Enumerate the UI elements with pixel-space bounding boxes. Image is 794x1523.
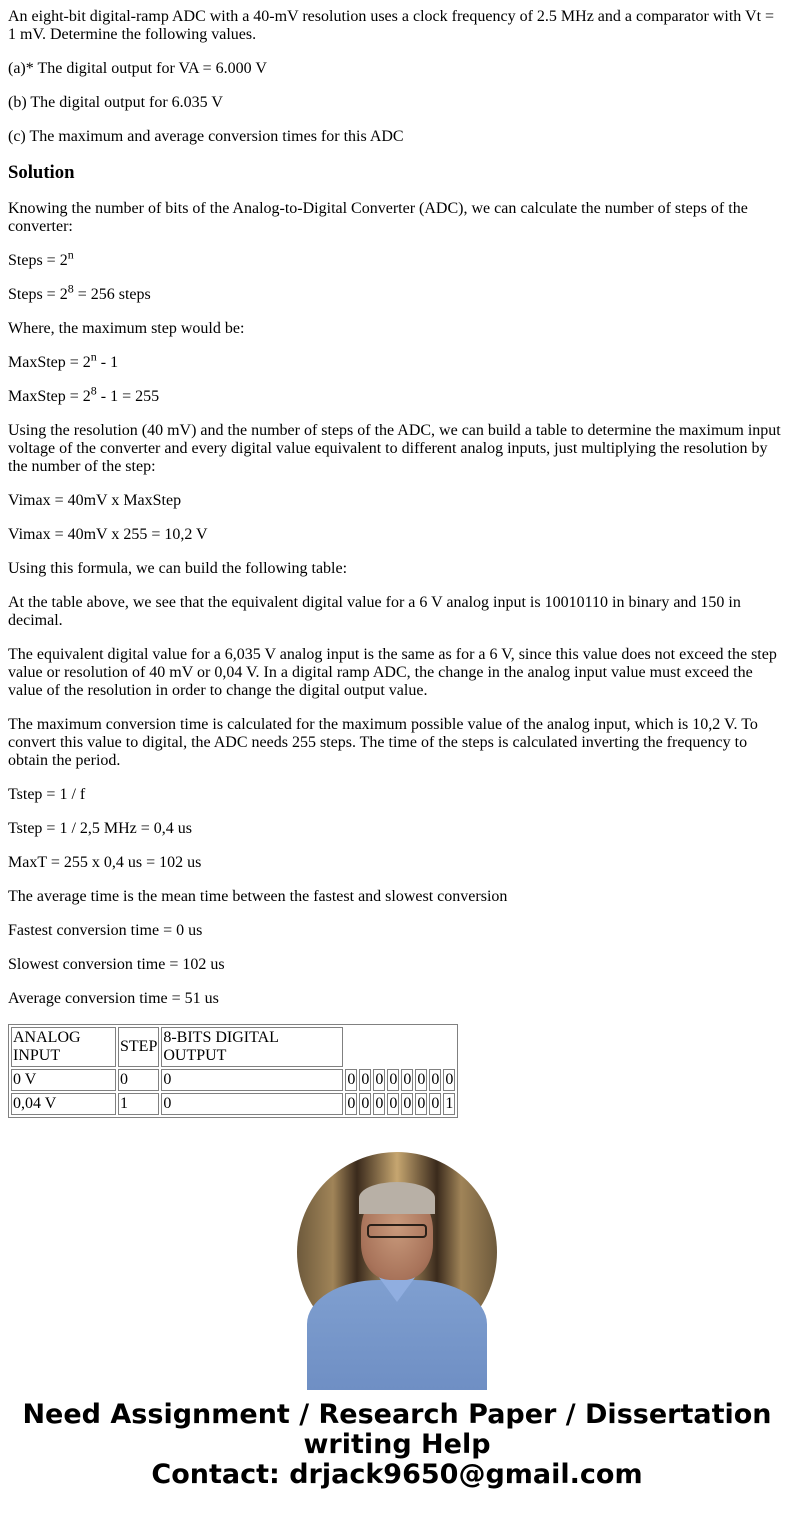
maxtime-text: The maximum conversion time is calculated for the maximum possible value of the analog input, which is 10,2 V. To convert this value to digital, the ADC needs 255 steps. The time of the steps is calculated inverting the frequency to obtain the period. <box>8 716 758 769</box>
problem-part-c: (c) The maximum and average conversion times for this ADC <box>8 128 404 145</box>
promo-line-1: Need Assignment / Research Paper / Dissertation <box>22 1399 772 1430</box>
cell-bit: 0 <box>345 1069 357 1091</box>
problem-part-b: (b) The digital output for 6.035 V <box>8 94 223 111</box>
avatar-hair <box>359 1182 435 1214</box>
promo-line-2: writing Help <box>303 1429 491 1460</box>
promo-contact[interactable]: Contact: drjack9650@gmail.com <box>151 1459 643 1490</box>
steps-formula: Steps = $2^n$ <box>8 247 74 269</box>
header-digital-output: 8-BITS DIGITAL OUTPUT <box>161 1027 343 1067</box>
document-body <box>8 8 786 1112</box>
problem-statement: An eight-bit digital-ramp ADC with a 40-mV resolution uses a clock frequency of 2.5 MHz and a comparator with Vt = 1 mV. Determine the following values. <box>8 8 775 43</box>
cell-bit: 0 <box>401 1093 413 1115</box>
cell-bit: 0 <box>415 1093 427 1115</box>
cell-output: 0 <box>161 1093 343 1115</box>
header-step: STEP <box>118 1027 159 1067</box>
cell-bit: 0 <box>415 1069 427 1091</box>
cell-bit: 0 <box>429 1069 441 1091</box>
author-avatar <box>297 1152 497 1352</box>
table-intro: Using this formula, we can build the following table: <box>8 560 348 577</box>
resolution-text: Using the resolution (40 mV) and the number of steps of the ADC, we can build a table to determine the maximum input voltage of the converter and every digital value equivalent to different analog inputs, just multiplying the resolution by the number of the step: <box>8 422 781 475</box>
cell-bit: 0 <box>401 1069 413 1091</box>
cell-bit: 0 <box>373 1069 385 1091</box>
cell-bit: 0 <box>429 1093 441 1115</box>
maxstep-formula: MaxStep = $2^n - 1$ <box>8 349 119 371</box>
cell-analog: 0 V <box>11 1069 116 1091</box>
maxstep-intro: Where, the maximum step would be: <box>8 320 245 337</box>
avatar-glasses <box>367 1224 427 1238</box>
header-analog-input: ANALOG INPUT <box>11 1027 116 1067</box>
cell-output: 0 <box>161 1069 343 1091</box>
answer-a: At the table above, we see that the equivalent digital value for a 6 V analog input is 10010110 in binary and 150 in decimal. <box>8 594 741 629</box>
table-row <box>11 1069 455 1091</box>
solution-intro: Knowing the number of bits of the Analog-to-Digital Converter (ADC), we can calculate the number of steps of the converter: <box>8 200 748 235</box>
cell-bit: 0 <box>373 1093 385 1115</box>
tstep-formula: Tstep = 1 / f <box>8 786 86 803</box>
cell-bit: 0 <box>387 1093 399 1115</box>
maxstep-calc: MaxStep = $2^8 - 1 = 255$ <box>8 383 160 405</box>
vimax-calc: Vimax = 40mV x 255 = 10,2 V <box>8 526 208 543</box>
answer-b: The equivalent digital value for a 6,035 V analog input is the same as for a 6 V, since this value does not exceed the step value or resolution of 40 mV or 0,04 V. In a digital ramp ADC, the change in the analog input value must exceed the value of the resolution in order to change the digital output value. <box>8 646 777 699</box>
conversion-table <box>8 1024 458 1118</box>
solution-heading: Solution <box>8 162 75 183</box>
slowest-time: Slowest conversion time = 102 us <box>8 956 225 973</box>
header-spacer <box>345 1027 455 1067</box>
average-intro: The average time is the mean time between the fastest and slowest conversion <box>8 888 508 905</box>
fastest-time: Fastest conversion time = 0 us <box>8 922 203 939</box>
cell-step: 1 <box>118 1093 159 1115</box>
promo-text <box>0 1400 794 1490</box>
table-row <box>11 1093 455 1115</box>
vimax-formula: Vimax = 40mV x MaxStep <box>8 492 182 509</box>
table-header-row <box>11 1027 455 1067</box>
cell-bit: 0 <box>345 1093 357 1115</box>
cell-bit: 0 <box>387 1069 399 1091</box>
cell-bit: 0 <box>443 1069 455 1091</box>
maxt-calc: MaxT = 255 x 0,4 us = 102 us <box>8 854 202 871</box>
cell-analog: 0,04 V <box>11 1093 116 1115</box>
steps-calc: Steps = $2^8 = 256$ steps <box>8 281 151 303</box>
cell-bit: 1 <box>443 1093 455 1115</box>
cell-bit: 0 <box>359 1069 371 1091</box>
cell-step: 0 <box>118 1069 159 1091</box>
promo-banner <box>0 1152 794 1490</box>
average-time: Average conversion time = 51 us <box>8 990 219 1007</box>
tstep-calc: Tstep = 1 / 2,5 MHz = 0,4 us <box>8 820 193 837</box>
cell-bit: 0 <box>359 1093 371 1115</box>
problem-part-a: (a)* The digital output for VA = 6.000 V <box>8 60 267 77</box>
conversion-table-clip <box>8 1024 786 1112</box>
